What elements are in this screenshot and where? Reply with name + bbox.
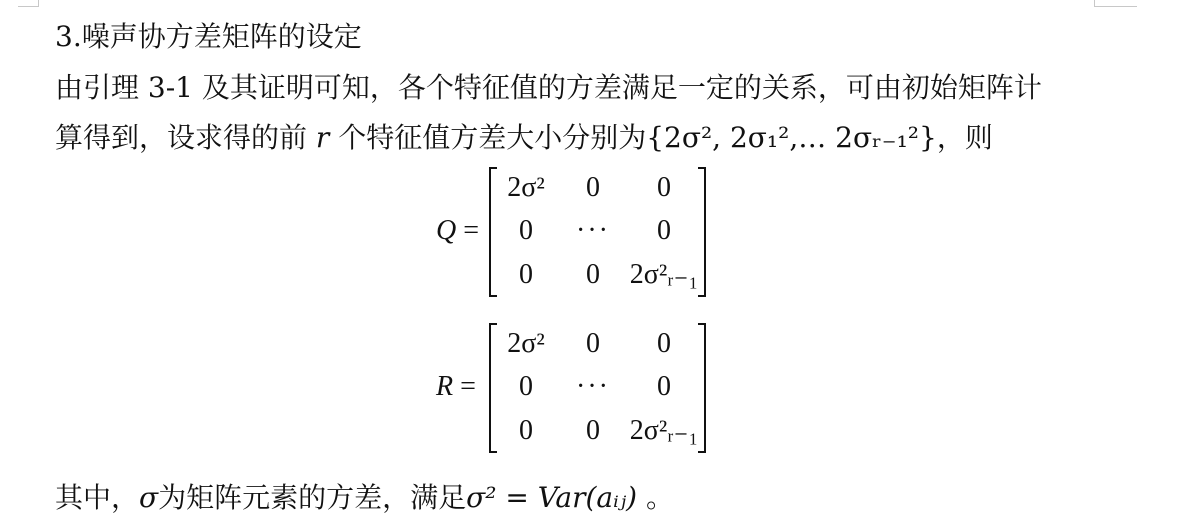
matrix-q-cell: 0	[586, 172, 600, 203]
matrix-r-cell: ···	[576, 371, 610, 402]
matrix-r-cell: 0	[657, 371, 671, 402]
variance-set: {2σ², 2σ₁²,… 2σᵣ₋₁²}	[646, 121, 937, 154]
paragraph-line-3	[55, 480, 674, 516]
matrix-r-cell: 0	[586, 415, 600, 446]
matrix-q-symbol: Q	[436, 215, 457, 246]
paragraph-line-2	[55, 120, 993, 156]
matrix-q-equals: =	[463, 215, 480, 246]
var-r: r	[315, 121, 330, 154]
line2-prefix: 算得到，设求得的前	[55, 121, 316, 154]
page-corner-mark-right	[1094, 0, 1137, 7]
matrix-r-lhs	[436, 369, 476, 405]
matrix-r-cell: 2σ²	[507, 328, 545, 359]
line3-prefix: 其中，	[55, 481, 140, 514]
matrix-q-cell: 0	[657, 172, 671, 203]
matrix-r-cell: 0	[657, 328, 671, 359]
matrix-r-cell: 0	[519, 415, 533, 446]
paragraph-line-1: 由引理 3-1 及其证明可知，各个特征值的方差满足一定的关系，可由初始矩阵计	[55, 71, 1042, 104]
matrix-q-cell: ···	[576, 215, 610, 246]
line2-suffix: ，则	[936, 121, 993, 154]
line3-mid: 为矩阵元素的方差，满足	[158, 481, 467, 514]
sigma-variance-formula: σ² = Var(aᵢⱼ)	[466, 481, 638, 514]
matrix-q-cell: 0	[519, 215, 533, 246]
matrix-r-cell: 0	[519, 371, 533, 402]
matrix-q-cell: 0	[519, 259, 533, 290]
page-corner-mark-left	[18, 0, 39, 7]
matrix-r-equals: =	[460, 371, 476, 402]
matrix-r-cell: 2σ²ᵣ₋₁	[629, 415, 699, 446]
matrix-q-lhs	[436, 213, 479, 249]
matrix-q-cell: 0	[586, 259, 600, 290]
matrix-r-cell: 0	[586, 328, 600, 359]
matrix-q-cell: 0	[657, 215, 671, 246]
line2-mid: 个特征值方差大小分别为	[329, 121, 647, 154]
section-heading: 3.噪声协方差矩阵的设定	[55, 20, 362, 53]
matrix-q-cell: 2σ²ᵣ₋₁	[629, 259, 699, 290]
sigma-symbol: σ	[139, 481, 159, 514]
matrix-r-symbol: R	[436, 371, 454, 402]
line3-suffix: 。	[637, 481, 674, 514]
matrix-q-cell: 2σ²	[507, 172, 545, 203]
